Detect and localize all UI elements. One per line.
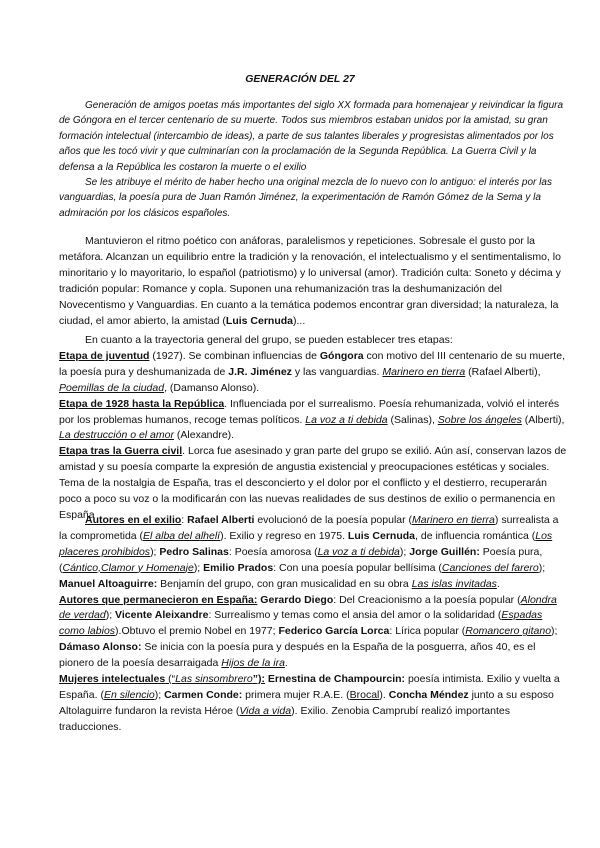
work-title: Los placeres prohibidos [59, 529, 553, 558]
work-title: Cántico,Clamor y Homenaje [62, 561, 194, 574]
intro-section [59, 98, 564, 221]
work-title: Marinero en tierra [382, 365, 466, 378]
work-title: Canciones del farero [441, 561, 539, 574]
authors-section [59, 513, 567, 736]
women-label: Mujeres intelectuales [59, 673, 166, 686]
document-title: GENERACIÓN DEL 27 [245, 73, 355, 85]
stages-section [59, 333, 567, 524]
spain-authors: Autores que permanecieron en España: Gerardo Diego: Del Creacionismo a la poesía popular (Alondra de verdad); Vicente Aleixandre: Surrealismo y temas como el ansia del amor o la solidaridad (Espadas como labios).Obtuvo el premio Nobel en 1977; Federico García Lorca: Lírica popular (Romancero gitano); Dámaso Alonso: Se inicia con la poesía pura y después en la España de la posguerra, años 40, es el pionero de la poesía desarraigada Hijos de la ira. [59, 593, 558, 670]
work-title: Marinero en tierra [412, 514, 495, 526]
work-title: La voz a ti debida [317, 545, 400, 558]
work-title: Las islas invitadas [411, 577, 497, 590]
stage-2: Etapa de 1928 hasta la República. Influenciada por el surrealismo. Poesía rehumanizada, volvió el interés por los problemas humanos, recoge temas políticos. La voz a ti debida (Salinas), Sobre los ángeles (Alberti), La destrucción o el amor (Alexandre). [59, 397, 565, 442]
stage-3: Etapa tras la Guerra civil. Lorca fue asesinado y gran parte del grupo se exilió. Aún así, conservan lazos de amistad y su poesía comparte la expresión de angustia existencial y preocupaciones estéticas y sociales. Tema de la nostalgia de España, tras el desconcierto y el dolor por el conflicto y el destierro, recuperarán poco a poco su voz o la modificarán con las nuevas realidades de sus destinos de exilio o permanencia en España [59, 445, 567, 521]
stage-1: Etapa de juventud (1927). Se combinan influencias de Góngora con motivo del III centenario de su muerte, la poesía pura y deshumanizada de J.R. Jiménez y las vanguardias. Marinero en tierra (Rafael Alberti), Poemillas de la ciudad, (Damanso Alonso). [59, 349, 565, 394]
exile-authors: Autores en el exilio: Rafael Alberti evolucionó de la poesía popular (Marinero en tierra) surrealista a la comprometida (El alba del alhelí). Exilio y regreso en 1975. Luis Cernuda, de influencia romántica (Los placeres prohibidos); Pedro Salinas: Poesía amorosa (La voz a ti debida); Jorge Guillén: Poesía pura, (Cántico,Clamor y Homenaje); Emilio Prados: Con una poesía popular bellísima (Canciones del farero); Manuel Altoaguirre: Benjamín del grupo, con gran musicalidad en su obra Las islas invitadas. [59, 514, 559, 590]
stage-1-label: Etapa de juventud [59, 349, 150, 362]
stages-intro: En cuanto a la trayectoria general del grupo, se pueden establecer tres etapas: [85, 334, 453, 346]
work-title: Brocal [349, 688, 380, 701]
style-paragraph: Mantuvieron el ritmo poético con anáforas, paralelismos y repeticiones. Sobresale el gusto por la metáfora. Alcanzan un equilibrio entre la tradición y la renovación, el intelectualismo y el sentimentalismo, lo minoritario y lo mayoritario, lo español (patriotismo) y lo universal (amor). Tradición culta: Soneto y décima y tradición popular: Romance y copla. Suponen una rehumanización tras la deshumanización del Novecentismo y Vanguardias. En cuanto a la temática podemos encontrar gran diversidad; la naturaleza, la ciudad, el amor abierto, la amistad (Luis Cernuda)... [59, 235, 561, 327]
work-title: Espadas como labios [59, 609, 543, 638]
stage-2-label: Etapa de 1928 hasta la República [59, 397, 225, 410]
work-title: El alba del alhelí [143, 529, 221, 542]
work-title: La voz a ti debida [305, 413, 388, 426]
work-title: Vida a vida [239, 704, 292, 717]
work-title: Poemillas de la ciudad [59, 381, 165, 394]
work-title: Sobre los ángeles [437, 413, 522, 426]
group-name: Las sinsombrero [175, 673, 253, 686]
stage-3-label: Etapa tras la Guerra civil [59, 445, 183, 458]
work-title: Alondra de verdad [59, 593, 557, 622]
work-title: Hijos de la ira [221, 657, 285, 670]
intro-paragraph-2: Se les atribuye el mérito de haber hecho una original mezcla de lo nuevo con lo antiguo: el interés por las vanguardias, la poesía pura de Juan Ramón Jiménez, la experimentación de Ramón Gómez de la Sema y la admiración por los clásicos españoles. [59, 177, 552, 219]
women-intellectuals: Mujeres intelectuales (“Las sinsombrero”): Ernestina de Champourcin: poesía intimista. Exilio y vuelta a España. (En silencio); Carmen Conde: primera mujer R.A.E. (Brocal). Concha Méndez junto a su esposo Altolaguirre fundaron la revista Héroe (Vida a vida). Exilio. Zenobia Camprubí realizó importantes traducciones. [59, 673, 560, 733]
work-title: La destrucción o el amor [59, 429, 174, 442]
author-luis-cernuda: Luis Cernuda [225, 314, 294, 327]
spain-label: Autores que permanecieron en España: [59, 593, 258, 606]
intro-paragraph-1: Generación de amigos poetas más importantes del siglo XX formada para homenajear y reivindicar la figura de Góngora en el tercer centenario de su muerte. Todos sus miembros estaban unidos por la amistad, su gran formación intelectual (intercambio de ideas), a parte de sus talantes liberales y progresistas alimentados por los años que les tocó vivir y que culminarían con la proclamación de la Segunda República. La Guerra Civil y la defensa a la República les costaron la muerte o el exilio [59, 100, 564, 173]
exile-label: Autores en el exilio [85, 514, 182, 526]
work-title: En silencio [103, 688, 155, 701]
work-title: Romancero gitano [465, 625, 552, 638]
